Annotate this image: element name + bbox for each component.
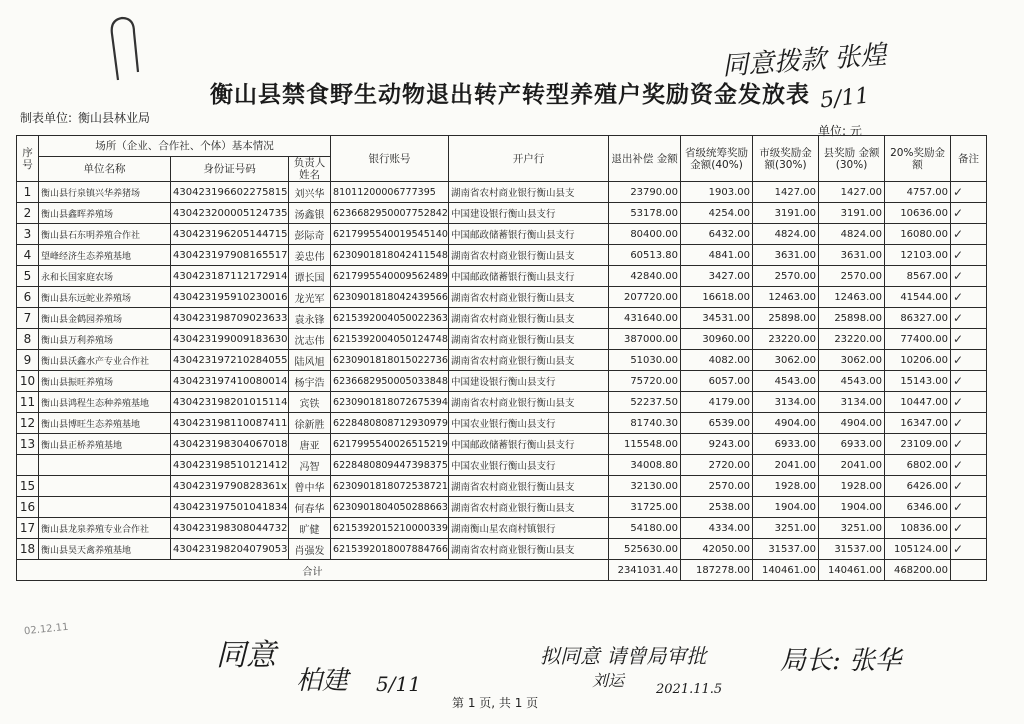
cell-county: 2041.00	[819, 455, 885, 476]
handwritten-agree: 同意	[216, 638, 276, 673]
cell-comp: 431640.00	[609, 308, 681, 329]
cell-comp: 115548.00	[609, 434, 681, 455]
document-title: 衡山县禁食野生动物退出转产转型养殖户奖励资金发放表	[210, 81, 810, 108]
cell-prov: 34531.00	[681, 308, 753, 329]
cell-id: 430423198201015114	[171, 392, 289, 413]
cell-name	[39, 497, 171, 518]
cell-bank: 中国农业银行衡山县支行	[449, 455, 609, 476]
cell-prov: 4841.00	[681, 245, 753, 266]
cell-account: 6215392018007884766	[331, 539, 449, 560]
cell-county: 4543.00	[819, 371, 885, 392]
cell-name: 衡山县行泉镇兴华养猪场	[39, 182, 171, 203]
cell-account: 6228480809447398375	[331, 455, 449, 476]
cell-person: 杨宇浩	[289, 371, 331, 392]
cell-person: 何春华	[289, 497, 331, 518]
cell-note: ✓	[951, 476, 987, 497]
cell-note: ✓	[951, 413, 987, 434]
cell-name: 衡山县昊天禽养殖基地	[39, 539, 171, 560]
cell-county: 1928.00	[819, 476, 885, 497]
cell-id: 430423198304067018	[171, 434, 289, 455]
cell-id: 430423197210284055	[171, 350, 289, 371]
cell-name: 永和长国家庭农场	[39, 266, 171, 287]
table-row	[17, 266, 987, 287]
cell-county: 3134.00	[819, 392, 885, 413]
cell-seq	[17, 455, 39, 476]
cell-seq: 10	[17, 371, 39, 392]
cell-seq: 9	[17, 350, 39, 371]
header-person: 负责人姓名	[289, 157, 331, 182]
cell-id: 430423196602275815	[171, 182, 289, 203]
cell-bank: 湖南省农村商业银行衡山县支	[449, 476, 609, 497]
table-row	[17, 434, 987, 455]
cell-prov: 4082.00	[681, 350, 753, 371]
cell-prov: 3427.00	[681, 266, 753, 287]
table-row	[17, 455, 987, 476]
cell-prov: 30960.00	[681, 329, 753, 350]
cell-bank: 中国建设银行衡山县支行	[449, 371, 609, 392]
cell-city: 31537.00	[753, 539, 819, 560]
cell-prov: 42050.00	[681, 539, 753, 560]
cell-bank: 湖南省农村商业银行衡山县支	[449, 392, 609, 413]
cell-account: 6230901818042411548	[331, 245, 449, 266]
cell-prov: 2720.00	[681, 455, 753, 476]
total-comp: 2341031.40	[609, 560, 681, 581]
cell-bank: 湖南省农村商业银行衡山县支	[449, 308, 609, 329]
cell-bank: 中国邮政储蓄银行衡山县支行	[449, 266, 609, 287]
cell-bank: 中国邮政储蓄银行衡山县支行	[449, 224, 609, 245]
cell-bank: 中国农业银行衡山县支行	[449, 413, 609, 434]
cell-pct20: 10206.00	[885, 350, 951, 371]
cell-seq: 3	[17, 224, 39, 245]
cell-name: 衡山县万利养殖场	[39, 329, 171, 350]
cell-name: 衡山县龙泉养殖专业合作社	[39, 518, 171, 539]
cell-id: 430423198510121412	[171, 455, 289, 476]
handwritten-director: 局长: 张华	[780, 646, 902, 676]
currency-unit: 单位: 元	[818, 124, 862, 138]
cell-id: 430423198110087411	[171, 413, 289, 434]
cell-note: ✓	[951, 203, 987, 224]
cell-bank: 中国建设银行衡山县支行	[449, 203, 609, 224]
cell-seq: 8	[17, 329, 39, 350]
cell-seq: 6	[17, 287, 39, 308]
cell-county: 12463.00	[819, 287, 885, 308]
cell-county: 3191.00	[819, 203, 885, 224]
cell-note: ✓	[951, 224, 987, 245]
cell-pct20: 10447.00	[885, 392, 951, 413]
handwritten-approval: 同意拨款 张煌	[721, 40, 888, 82]
cell-note: ✓	[951, 455, 987, 476]
cell-account: 6230901818072538721	[331, 476, 449, 497]
cell-comp: 60513.80	[609, 245, 681, 266]
cell-pct20: 6802.00	[885, 455, 951, 476]
cell-city: 3251.00	[753, 518, 819, 539]
cell-bank: 湖南省农村商业银行衡山县支	[449, 497, 609, 518]
cell-note: ✓	[951, 350, 987, 371]
cell-comp: 42840.00	[609, 266, 681, 287]
cell-prov: 4334.00	[681, 518, 753, 539]
cell-pct20: 16080.00	[885, 224, 951, 245]
cell-name: 衡山县鑫晖养殖场	[39, 203, 171, 224]
cell-pct20: 23109.00	[885, 434, 951, 455]
cell-prov: 6539.00	[681, 413, 753, 434]
table-row	[17, 413, 987, 434]
table-row	[17, 539, 987, 560]
cell-note: ✓	[951, 245, 987, 266]
cell-city: 4904.00	[753, 413, 819, 434]
total-label: 合计	[17, 560, 609, 581]
cell-county: 31537.00	[819, 539, 885, 560]
table-row	[17, 350, 987, 371]
total-prov: 187278.00	[681, 560, 753, 581]
cell-seq: 2	[17, 203, 39, 224]
cell-county: 4824.00	[819, 224, 885, 245]
cell-person: 彭际奇	[289, 224, 331, 245]
cell-pct20: 8567.00	[885, 266, 951, 287]
cell-pct20: 4757.00	[885, 182, 951, 203]
cell-person: 陆风旭	[289, 350, 331, 371]
cell-name: 衡山县金鹤园养殖场	[39, 308, 171, 329]
cell-name: 衡山县鸿程生态种养殖基地	[39, 392, 171, 413]
cell-prov: 6057.00	[681, 371, 753, 392]
cell-account: 81011200006777395	[331, 182, 449, 203]
table-row	[17, 203, 987, 224]
cell-note: ✓	[951, 392, 987, 413]
cell-comp: 207720.00	[609, 287, 681, 308]
cell-bank: 中国邮政储蓄银行衡山县支行	[449, 434, 609, 455]
header-prov: 省级统筹奖励金额(40%)	[681, 136, 753, 182]
cell-city: 2570.00	[753, 266, 819, 287]
handwritten-proposal-date: 2021.11.5	[656, 682, 723, 697]
cell-comp: 32130.00	[609, 476, 681, 497]
cell-comp: 23790.00	[609, 182, 681, 203]
page-number: 第 1 页, 共 1 页	[452, 696, 539, 710]
cell-person: 谭长国	[289, 266, 331, 287]
cell-name	[39, 455, 171, 476]
cell-seq: 1	[17, 182, 39, 203]
prepared-by	[20, 109, 150, 126]
cell-person: 徐新胜	[289, 413, 331, 434]
paperclip-icon	[108, 14, 144, 84]
table-row	[17, 329, 987, 350]
cell-account: 6217995540026515219	[331, 434, 449, 455]
cell-person: 唐亚	[289, 434, 331, 455]
cell-prov: 2538.00	[681, 497, 753, 518]
cell-note: ✓	[951, 287, 987, 308]
cell-prov: 9243.00	[681, 434, 753, 455]
cell-city: 3062.00	[753, 350, 819, 371]
cell-city: 3134.00	[753, 392, 819, 413]
cell-county: 3251.00	[819, 518, 885, 539]
cell-seq: 5	[17, 266, 39, 287]
cell-person: 袁永锋	[289, 308, 331, 329]
cell-county: 25898.00	[819, 308, 885, 329]
cell-pct20: 6426.00	[885, 476, 951, 497]
cell-account: 6230901818015022736	[331, 350, 449, 371]
header-id: 身份证号码	[171, 157, 289, 182]
table-row	[17, 287, 987, 308]
cell-id: 430423195910230016	[171, 287, 289, 308]
cell-city: 6933.00	[753, 434, 819, 455]
cell-person: 肖强发	[289, 539, 331, 560]
cell-county: 6933.00	[819, 434, 885, 455]
cell-comp: 52237.50	[609, 392, 681, 413]
cell-account: 6236682950005033848	[331, 371, 449, 392]
cell-id: 43042319790828361x	[171, 476, 289, 497]
cell-name: 衡山县石东明养殖合作社	[39, 224, 171, 245]
cell-account: 6217995540009562489	[331, 266, 449, 287]
table-row	[17, 245, 987, 266]
cell-person: 曾中华	[289, 476, 331, 497]
cell-pct20: 15143.00	[885, 371, 951, 392]
cell-account: 6230901804050288663	[331, 497, 449, 518]
cell-city: 25898.00	[753, 308, 819, 329]
cell-county: 3062.00	[819, 350, 885, 371]
prepared-by-label: 制表单位:	[20, 111, 73, 125]
header-pct20: 20%奖励金额	[885, 136, 951, 182]
cell-comp: 34008.80	[609, 455, 681, 476]
cell-bank: 湖南省农村商业银行衡山县支	[449, 245, 609, 266]
cell-county: 1904.00	[819, 497, 885, 518]
cell-comp: 75720.00	[609, 371, 681, 392]
handwritten-agree-date: 5/11	[376, 672, 421, 696]
cell-seq: 13	[17, 434, 39, 455]
cell-pct20: 77400.00	[885, 329, 951, 350]
cell-account: 6215392015210000339	[331, 518, 449, 539]
cell-person: 汤鑫银	[289, 203, 331, 224]
cell-pct20: 10636.00	[885, 203, 951, 224]
reward-table	[16, 135, 987, 581]
cell-county: 23220.00	[819, 329, 885, 350]
cell-pct20: 41544.00	[885, 287, 951, 308]
cell-city: 12463.00	[753, 287, 819, 308]
cell-note: ✓	[951, 518, 987, 539]
cell-city: 4824.00	[753, 224, 819, 245]
cell-seq: 4	[17, 245, 39, 266]
cell-person: 龙光军	[289, 287, 331, 308]
cell-note: ✓	[951, 497, 987, 518]
cell-seq: 7	[17, 308, 39, 329]
cell-id: 430423198709023633	[171, 308, 289, 329]
table-row	[17, 392, 987, 413]
cell-city: 4543.00	[753, 371, 819, 392]
cell-prov: 4254.00	[681, 203, 753, 224]
handwritten-approval-date: 5/11	[818, 83, 871, 114]
cell-county: 4904.00	[819, 413, 885, 434]
table-row	[17, 224, 987, 245]
cell-id: 430423197410080014	[171, 371, 289, 392]
cell-city: 23220.00	[753, 329, 819, 350]
cell-comp: 387000.00	[609, 329, 681, 350]
cell-bank: 湖南省农村商业银行衡山县支	[449, 287, 609, 308]
cell-id: 430423199009183630	[171, 329, 289, 350]
cell-bank: 湖南省农村商业银行衡山县支	[449, 539, 609, 560]
cell-account: 6215392004050022363	[331, 308, 449, 329]
header-group: 场所（企业、合作社、个体）基本情况	[39, 136, 331, 157]
cell-seq: 11	[17, 392, 39, 413]
header-note: 备注	[951, 136, 987, 182]
cell-county: 2570.00	[819, 266, 885, 287]
total-county: 140461.00	[819, 560, 885, 581]
cell-comp: 51030.00	[609, 350, 681, 371]
cell-account: 6230901818072675394	[331, 392, 449, 413]
table-row	[17, 308, 987, 329]
cell-note: ✓	[951, 539, 987, 560]
cell-person: 刘兴华	[289, 182, 331, 203]
header-comp: 退出补偿 金额	[609, 136, 681, 182]
cell-name: 衡山县沃鑫水产专业合作社	[39, 350, 171, 371]
cell-comp: 525630.00	[609, 539, 681, 560]
cell-pct20: 105124.00	[885, 539, 951, 560]
cell-pct20: 12103.00	[885, 245, 951, 266]
cell-city: 1427.00	[753, 182, 819, 203]
cell-city: 2041.00	[753, 455, 819, 476]
cell-pct20: 10836.00	[885, 518, 951, 539]
total-pct20: 468200.00	[885, 560, 951, 581]
cell-bank: 湖南省农村商业银行衡山县支	[449, 350, 609, 371]
cell-pct20: 86327.00	[885, 308, 951, 329]
cell-bank: 湖南省农村商业银行衡山县支	[449, 329, 609, 350]
cell-note: ✓	[951, 434, 987, 455]
cell-id: 430423197908165517	[171, 245, 289, 266]
cell-name: 衡山县东远蛇业养殖场	[39, 287, 171, 308]
header-bank: 开户行	[449, 136, 609, 182]
cell-name: 望峰经济生态养殖基地	[39, 245, 171, 266]
cell-seq: 15	[17, 476, 39, 497]
cell-person: 冯智	[289, 455, 331, 476]
prepared-by-value: 衡山县林业局	[78, 111, 151, 125]
cell-note: ✓	[951, 329, 987, 350]
cell-comp: 81740.30	[609, 413, 681, 434]
cell-name	[39, 476, 171, 497]
handwritten-agree-name: 柏建	[296, 666, 349, 696]
cell-city: 1904.00	[753, 497, 819, 518]
cell-prov: 2570.00	[681, 476, 753, 497]
cell-note: ✓	[951, 371, 987, 392]
cell-id: 430423196205144715	[171, 224, 289, 245]
cell-city: 1928.00	[753, 476, 819, 497]
cell-id: 430423187112172914	[171, 266, 289, 287]
cell-id: 430423198308044732	[171, 518, 289, 539]
cell-city: 3631.00	[753, 245, 819, 266]
cell-seq: 18	[17, 539, 39, 560]
cell-comp: 80400.00	[609, 224, 681, 245]
header-seq: 序号	[17, 136, 39, 182]
cell-note: ✓	[951, 182, 987, 203]
cell-seq: 17	[17, 518, 39, 539]
cell-id: 430423197501041834	[171, 497, 289, 518]
cell-county: 1427.00	[819, 182, 885, 203]
cell-id: 430423198204079053	[171, 539, 289, 560]
cell-name: 衡山县振旺养殖场	[39, 371, 171, 392]
cell-account: 6230901818042439566	[331, 287, 449, 308]
cell-person: 宾铁	[289, 392, 331, 413]
cell-prov: 16618.00	[681, 287, 753, 308]
cell-note: ✓	[951, 266, 987, 287]
cell-city: 3191.00	[753, 203, 819, 224]
handwritten-proposal: 拟同意 请曾局审批	[540, 644, 707, 668]
table-row	[17, 371, 987, 392]
cell-pct20: 16347.00	[885, 413, 951, 434]
cell-person: 沈志伟	[289, 329, 331, 350]
cell-prov: 1903.00	[681, 182, 753, 203]
cell-comp: 31725.00	[609, 497, 681, 518]
cell-note: ✓	[951, 308, 987, 329]
cell-person: 旷健	[289, 518, 331, 539]
header-city: 市级奖励金额(30%)	[753, 136, 819, 182]
table-row	[17, 476, 987, 497]
cell-pct20: 6346.00	[885, 497, 951, 518]
total-city: 140461.00	[753, 560, 819, 581]
cell-prov: 6432.00	[681, 224, 753, 245]
handwritten-proposal-name: 刘运	[592, 671, 625, 690]
cell-name: 衡山县正桥养殖基地	[39, 434, 171, 455]
cell-bank: 湖南衡山星农商村镇银行	[449, 518, 609, 539]
cell-comp: 54180.00	[609, 518, 681, 539]
table-row	[17, 497, 987, 518]
cell-seq: 16	[17, 497, 39, 518]
cell-prov: 4179.00	[681, 392, 753, 413]
cell-id: 430423200005124735	[171, 203, 289, 224]
table-row	[17, 182, 987, 203]
cell-account: 6236682950007752842	[331, 203, 449, 224]
total-note	[951, 560, 987, 581]
table-row	[17, 518, 987, 539]
header-county: 县奖励 金额(30%)	[819, 136, 885, 182]
cell-account: 6228480808712930979	[331, 413, 449, 434]
header-account: 银行账号	[331, 136, 449, 182]
cell-account: 6215392004050124748	[331, 329, 449, 350]
cell-person: 姜忠伟	[289, 245, 331, 266]
header-name: 单位名称	[39, 157, 171, 182]
cell-account: 6217995540019545140	[331, 224, 449, 245]
cell-seq: 12	[17, 413, 39, 434]
cell-comp: 53178.00	[609, 203, 681, 224]
cell-bank: 湖南省农村商业银行衡山县支	[449, 182, 609, 203]
date-stamp: 02.12.11	[23, 621, 69, 638]
cell-name: 衡山县博旺生态养殖基地	[39, 413, 171, 434]
cell-county: 3631.00	[819, 245, 885, 266]
